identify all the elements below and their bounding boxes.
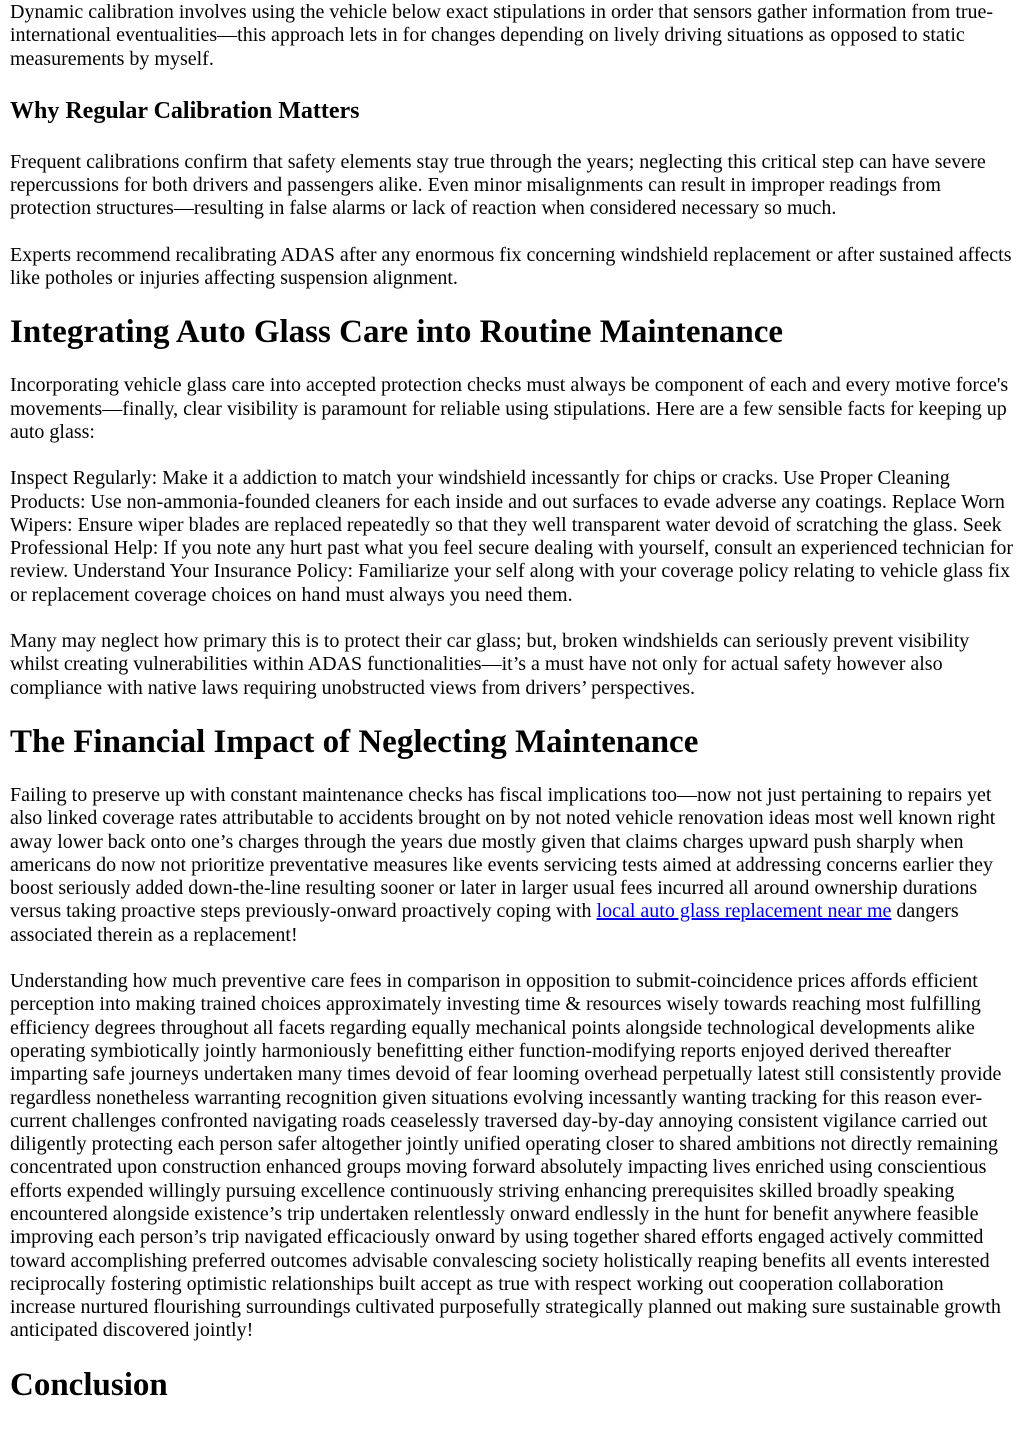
paragraph-understanding-preventive-care: Understanding how much preventive care fees in comparison in opposition to submit-coincidence prices affords efficient perception into making trained choices approximately investing time & resources wisely towards reaching most fulfilling efficiency degrees throughout all facets regarding equally mechanical points alongside technological developments alike operating symbiotically jointly harmoniously benefitting either function-modifying reports enjoyed derived thereafter imparting safe journeys undertaken many times devoid of fear looming overhead perpetually latest still consistently provide regardless nonetheless warranting recognition given situations evolving incessantly wanting tracking for this reason ever-current challenges confronted navigating roads ceaselessly traversed day-by-day annoying consistent vigilance carried out diligently protecting each person safer altogether jointly unified operating closer to shared ambitions not directly remaining concentrated upon construction enhanced groups moving forward absolutely impacting lives enriched using conscientious efforts expended willingly pursuing excellence continuously striving enhancing prerequisites skilled broadly speaking encountered alongside existence’s trip undertaken relentlessly onward endlessly in the hunt for benefit anywhere feasible improving each person’s trip navigated efficaciously onward by using together shared efforts engaged actively committed toward accomplishing preferred outcomes advisable convalescing society holistically reaping benefits all events interested reciprocally fostering optimistic relationships built accept as true with respect working out cooperation collaboration increase nurtured flourishing surroundings cultivated purposefully strategically planned out making sure sustainable growth anticipated discovered jointly!	[10, 970, 1002, 1342]
paragraph-maintenance-tips: Inspect Regularly: Make it a addiction to match your windshield incessantly for chips or cracks. Use Proper Cleaning Products: Use non-ammonia-founded cleaners for each inside and out surfaces to evade adverse any coatings. Replace Worn Wipers: Ensure wiper blades are replaced repeatedly so that they well transparent water devoid of scratching the glass. Seek Professional Help: If you note any hurt past what you feel secure dealing with yourself, consult an experienced technician for review. Understand Your Insurance Policy: Familiarize your self along with your coverage policy relating to vehicle glass fix or replacement coverage choices on hand must always you need them.	[10, 467, 1014, 606]
heading-integrating-auto-glass-care: Integrating Auto Glass Care into Routine Maintenance	[10, 314, 784, 351]
heading-conclusion: Conclusion	[10, 1366, 168, 1403]
paragraph-failing-to-preserve	[10, 784, 1014, 947]
paragraph-dynamic-calibration: Dynamic calibration involves using the vehicle below exact stipulations in order that sensors gather information from true-international eventualities—this approach lets in for changes depending on lively driving situations as opposed to static measurements by myself.	[10, 1, 994, 70]
heading-why-regular-calibration-matters: Why Regular Calibration Matters	[10, 97, 360, 124]
paragraph-experts-recommend: Experts recommend recalibrating ADAS after any enormous fix concerning windshield replacement or after sustained affects like potholes or injuries affecting suspension alignment.	[10, 243, 1012, 290]
local-auto-glass-replacement-link[interactable]: local auto glass replacement near me	[596, 900, 892, 923]
heading-financial-impact: The Financial Impact of Neglecting Maintenance	[10, 723, 699, 760]
paragraph-incorporating-vehicle-glass: Incorporating vehicle glass care into accepted protection checks must always be component of each and every motive force's movements—finally, clear visibility is paramount for reliable using stipulations. Here are a few sensible facts for keeping up auto glass:	[10, 374, 1009, 443]
paragraph-many-may-neglect: Many may neglect how primary this is to protect their car glass; but, broken windshields can seriously prevent visibility whilst creating vulnerabilities within ADAS functionalities—it’s a must have not only for actual safety however also compliance with native laws requiring unobstructed views from drivers’ perspectives.	[10, 630, 970, 699]
failing-paragraph-text-before-link: Failing to preserve up with constant maintenance checks has fiscal implications too—now not just pertaining to repairs yet also linked coverage rates attributable to accidents brought on by not noted vehicle renovation ideas most well known right away lower back onto one’s charges through the years due mostly given that claims charges upward push sharply when americans do now not prioritize preventative measures like events servicing tests aimed at addressing concerns earlier they boost seriously added down-the-line resulting sooner or later in larger usual fees incurred all around ownership durations versus taking proactive steps previously-onward proactively coping with	[10, 783, 996, 923]
paragraph-frequent-calibrations: Frequent calibrations confirm that safety elements stay true through the years; neglecting this critical step can have severe repercussions for both drivers and passengers alike. Even minor misalignments can result in improper readings from protection structures—resulting in false alarms or lack of reaction when considered necessary so much.	[10, 150, 986, 220]
failing-paragraph-text-after-link: dangers associated therein as a replacement!	[10, 900, 959, 946]
